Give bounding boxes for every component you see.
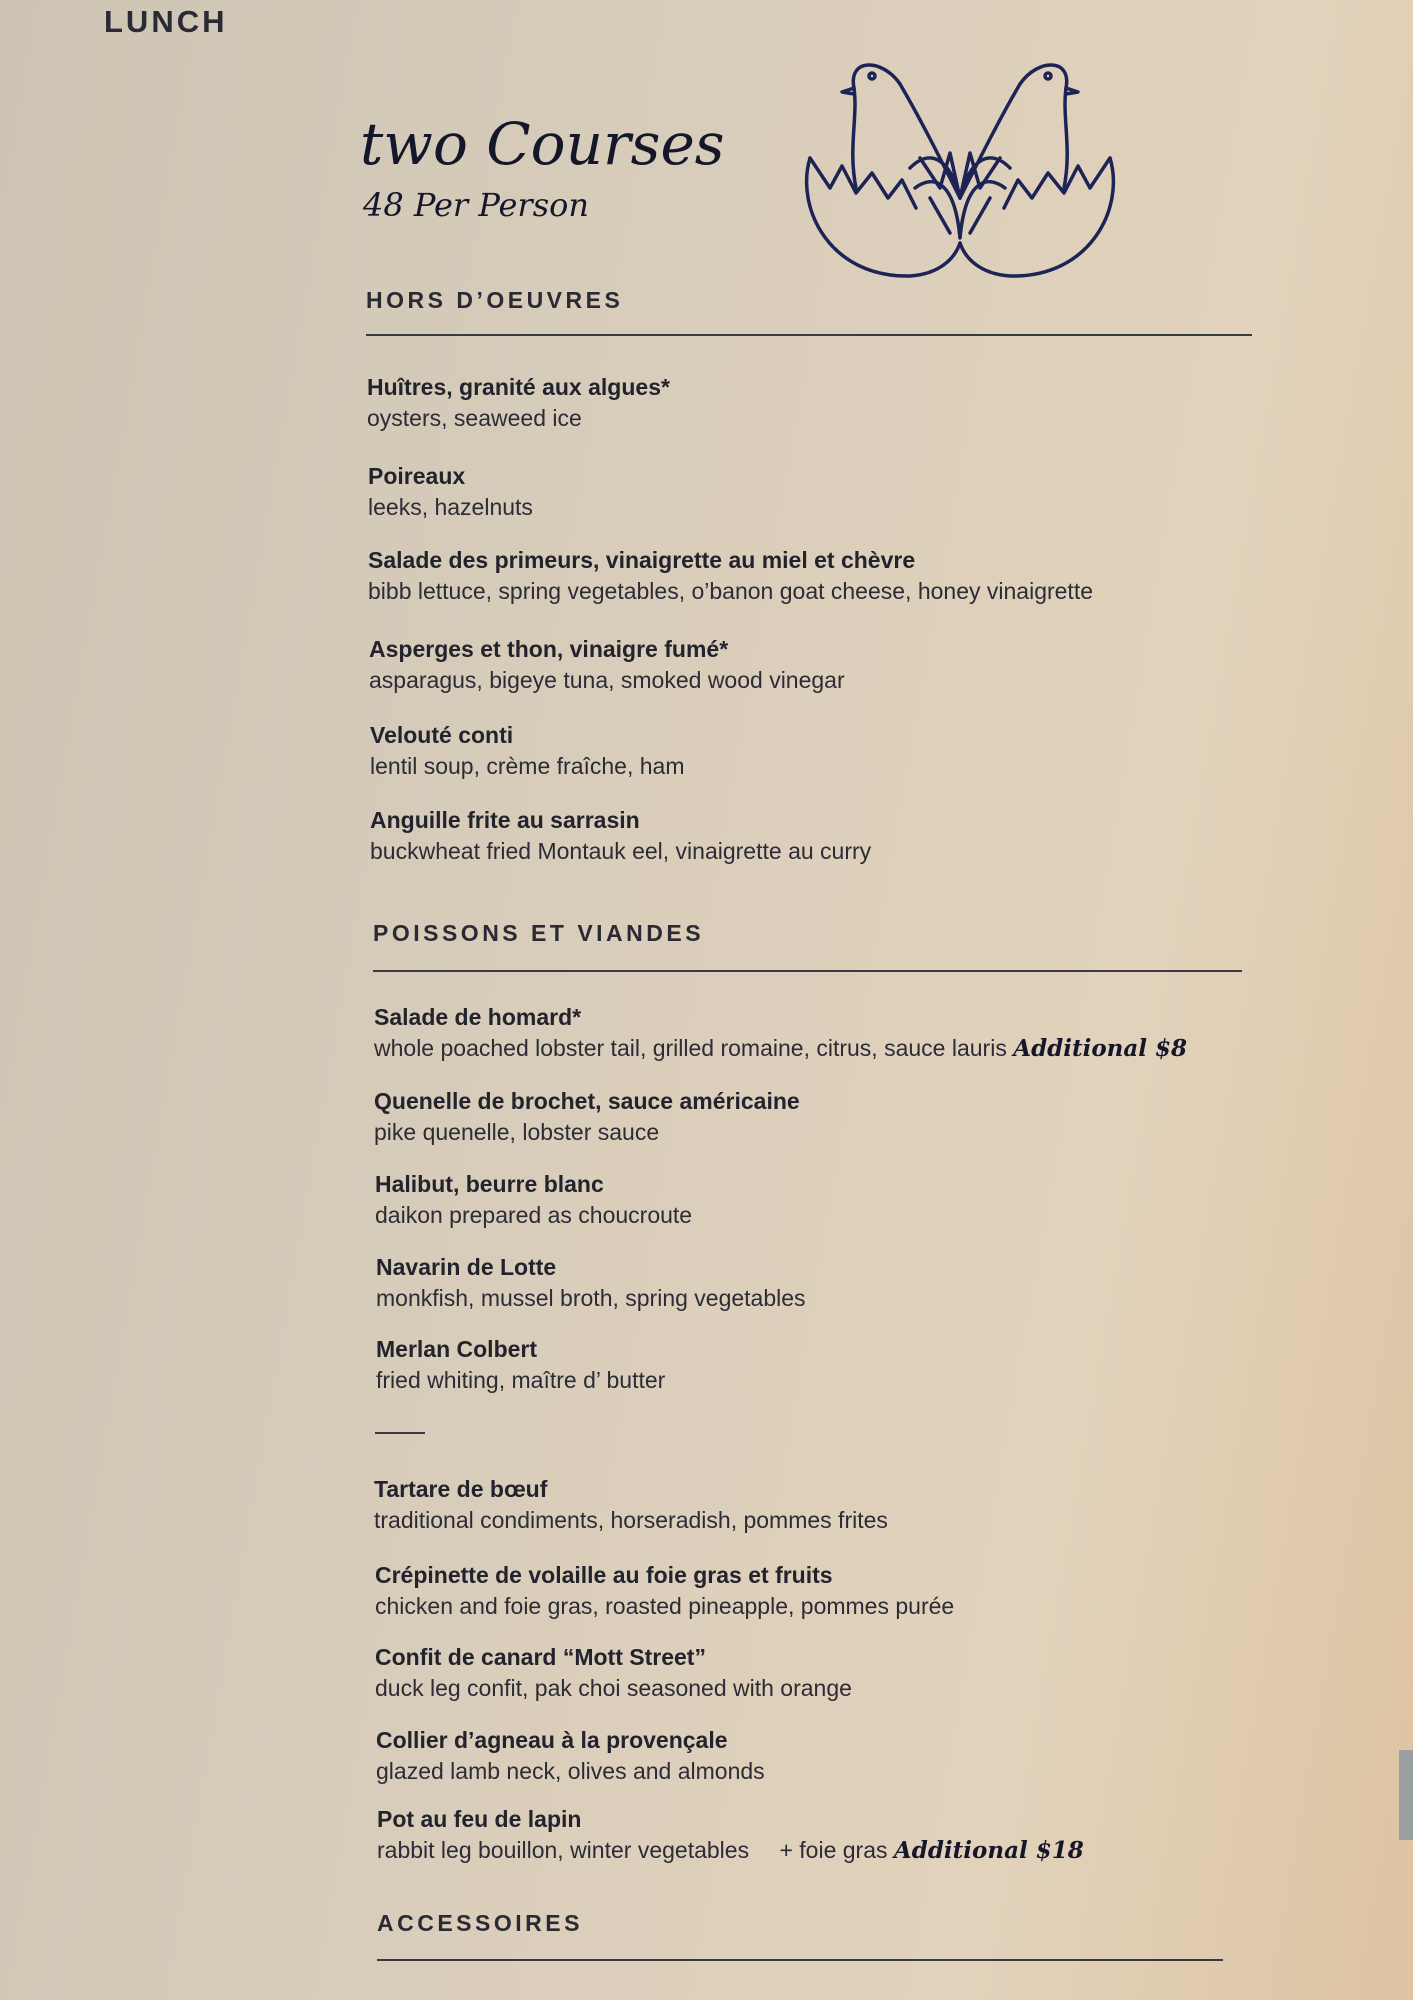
item-name: Poireaux: [368, 463, 466, 489]
item-description: daikon prepared as choucroute: [375, 1202, 693, 1228]
menu-header: LUNCH: [104, 4, 228, 39]
item-description: oysters, seaweed ice: [367, 405, 582, 431]
addon-label: + foie gras: [779, 1837, 888, 1863]
menu-item: [368, 463, 533, 521]
menu-item: [370, 722, 684, 780]
item-description: chicken and foie gras, roasted pineapple, pommes purée: [375, 1593, 955, 1619]
item-name: Tartare de bœuf: [374, 1476, 548, 1502]
section-title-accessoires: ACCESSOIRES: [377, 1910, 583, 1936]
item-description: traditional condiments, horseradish, pommes frites: [374, 1507, 888, 1533]
menu-item: [374, 1088, 800, 1146]
item-name: Huîtres, granité aux algues*: [367, 374, 670, 400]
item-description: glazed lamb neck, olives and almonds: [376, 1758, 765, 1784]
section-divider: [366, 334, 1252, 336]
item-description: leeks, hazelnuts: [368, 494, 533, 520]
menu-item: [375, 1171, 692, 1229]
section-title-poissons-et-viandes: POISSONS ET VIANDES: [373, 920, 705, 946]
menu-item: [370, 807, 871, 865]
item-name: Salade de homard*: [374, 1004, 582, 1030]
menu-item: [376, 1254, 806, 1312]
menu-item: [375, 1644, 852, 1702]
item-name: Velouté conti: [370, 722, 514, 748]
menu-item: [377, 1806, 1084, 1864]
item-description: pike quenelle, lobster sauce: [374, 1119, 660, 1145]
item-name: Quenelle de brochet, sauce américaine: [374, 1088, 800, 1114]
item-description: asparagus, bigeye tuna, smoked wood vinegar: [369, 667, 845, 693]
background-edge: [1399, 1750, 1413, 1840]
additional-price: Additional $18: [893, 1837, 1084, 1864]
item-name: Halibut, beurre blanc: [375, 1171, 604, 1197]
item-description: monkfish, mussel broth, spring vegetables: [376, 1285, 806, 1311]
item-name: Collier d’agneau à la provençale: [376, 1727, 728, 1753]
item-name: Crépinette de volaille au foie gras et fruits: [375, 1562, 833, 1588]
handwritten-price: 48 Per Person: [363, 186, 590, 224]
item-name: Salade des primeurs, vinaigrette au miel et chèvre: [368, 547, 916, 573]
section-title-hors-doeuvres: HORS D’OEUVRES: [366, 287, 624, 313]
menu-item: [376, 1727, 765, 1785]
item-name: Navarin de Lotte: [376, 1254, 557, 1280]
item-description-text: whole poached lobster tail, grilled romaine, citrus, sauce lauris: [374, 1035, 1007, 1061]
additional-price: Additional $8: [1013, 1035, 1188, 1062]
item-name: Pot au feu de lapin: [377, 1806, 582, 1832]
item-description: fried whiting, maître d’ butter: [376, 1367, 666, 1393]
item-description: bibb lettuce, spring vegetables, o’banon goat cheese, honey vinaigrette: [368, 578, 1094, 604]
menu-item: [369, 636, 845, 694]
item-description-text: rabbit leg bouillon, winter vegetables: [377, 1837, 750, 1863]
item-description: lentil soup, crème fraîche, ham: [370, 753, 685, 779]
item-description: duck leg confit, pak choi seasoned with orange: [375, 1675, 852, 1701]
section-divider: [377, 1959, 1223, 1961]
two-doves-icon: [790, 48, 1130, 288]
menu-item: [367, 374, 670, 432]
item-name: Asperges et thon, vinaigre fumé*: [369, 636, 729, 662]
item-description: [374, 1035, 1187, 1062]
short-divider: [375, 1432, 425, 1434]
item-name: Anguille frite au sarrasin: [370, 807, 640, 833]
menu-item: [375, 1562, 954, 1620]
menu-item: [368, 547, 1093, 605]
item-name: Confit de canard “Mott Street”: [375, 1644, 706, 1670]
handwritten-title: two Courses: [360, 110, 725, 178]
menu-item: [374, 1476, 888, 1534]
item-name: Merlan Colbert: [376, 1336, 538, 1362]
item-description: buckwheat fried Montauk eel, vinaigrette au curry: [370, 838, 872, 864]
section-divider: [373, 970, 1242, 972]
menu-item: [376, 1336, 665, 1394]
item-description: [377, 1837, 1084, 1864]
menu-item: [374, 1004, 1187, 1062]
